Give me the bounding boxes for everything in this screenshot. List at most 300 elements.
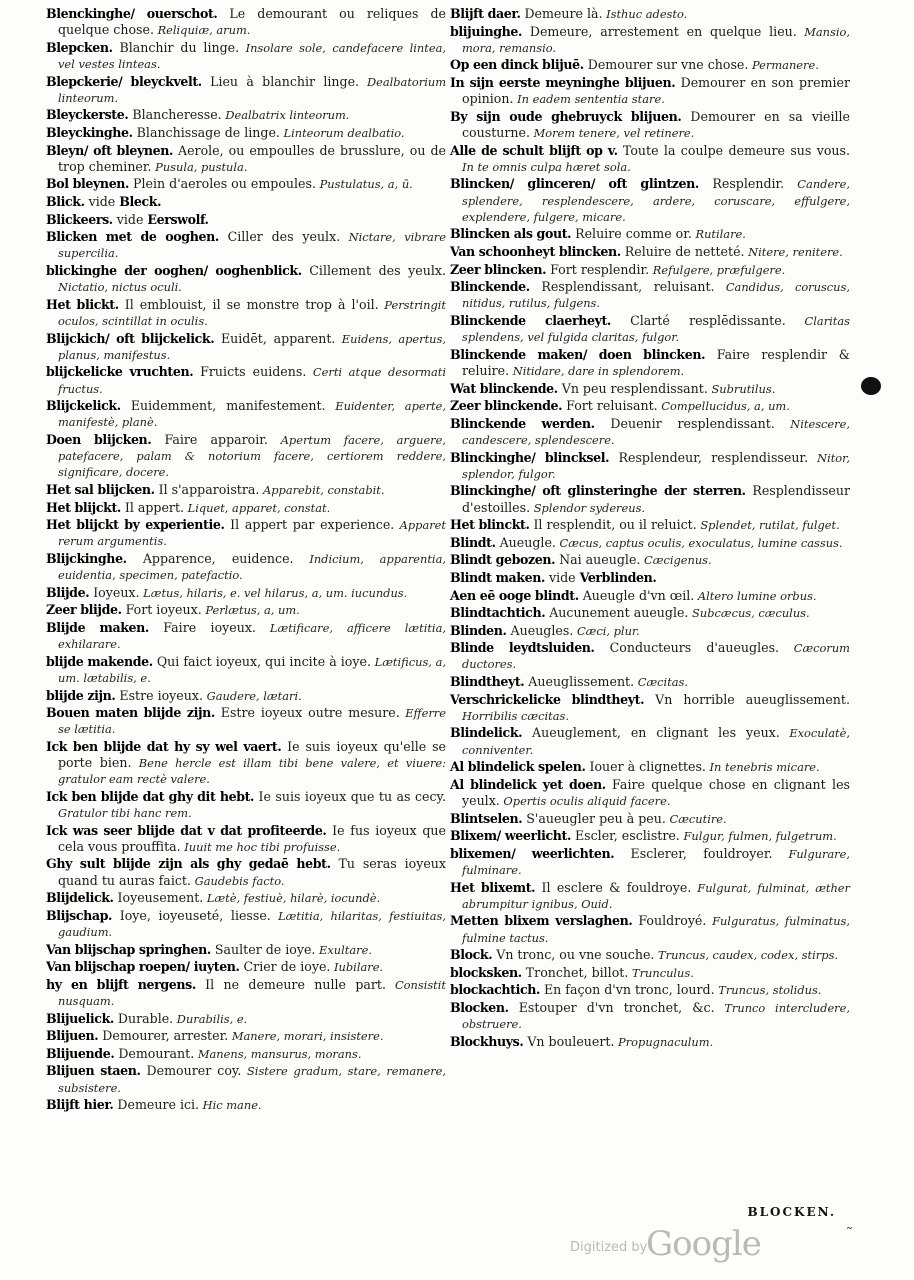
- entry-latin: Pusula, pustula.: [151, 159, 248, 174]
- entry-headword: Blindtheyt.: [450, 674, 525, 690]
- entry-french: Clarté resplēdissante.: [610, 312, 786, 328]
- entry-french: Cillement des yeulx.: [301, 262, 446, 278]
- entry-french: Il appert.: [120, 499, 185, 515]
- entry-latin: Euidens, apertus, planus, manifestus.: [58, 331, 446, 362]
- dictionary-entry: [46, 212, 446, 228]
- entry-latin: Cæci, plur.: [573, 623, 640, 638]
- entry-french: Blancheresse.: [128, 107, 222, 123]
- entry-headword: Blinckinghe/ blincksel.: [450, 449, 610, 465]
- dictionary-entry: [450, 483, 850, 515]
- dictionary-entry: [46, 908, 446, 940]
- entry-french: Esclerer, fouldroyer.: [614, 845, 773, 861]
- dictionary-entry: [46, 229, 446, 261]
- entry-latin: Perlætus, a, um.: [201, 603, 300, 618]
- entry-headword: Blinde leydtsluiden.: [450, 640, 595, 656]
- entry-latin: Linteorum dealbatio.: [279, 125, 405, 140]
- entry-latin: Euidenter, aperte, manifestè, planè.: [58, 399, 446, 430]
- entry-headword: Doen blijcken.: [46, 431, 152, 447]
- entry-french: Iouer à clignettes.: [585, 759, 706, 775]
- dictionary-entry: [450, 777, 850, 809]
- entry-headword: hy en blijft nergens.: [46, 976, 196, 992]
- entry-french: Tronchet, billot.: [521, 964, 629, 980]
- entry-headword: In sijn eerste meyninghe blijuen.: [450, 74, 676, 90]
- entry-headword: Het blixemt.: [450, 879, 536, 895]
- entry-latin: Sistere gradum, stare, remanere, subsistere.: [58, 1064, 447, 1095]
- entry-headword: Blick.: [46, 193, 85, 209]
- entry-french: Toute la coulpe demeure sus vous.: [617, 142, 850, 158]
- dictionary-entry: [450, 535, 850, 551]
- entry-headword: blijde makende.: [46, 653, 153, 669]
- entry-latin: Consistit nusquam.: [58, 977, 446, 1009]
- entry-headword: Van blijschap springhen.: [46, 941, 211, 957]
- dictionary-entry: [46, 942, 446, 958]
- dictionary-entry: [450, 725, 850, 757]
- dictionary-entry: [46, 482, 446, 498]
- entry-french: vide: [112, 211, 144, 227]
- entry-latin: Nictare, vibrare supercilia.: [58, 230, 446, 261]
- dictionary-entry: [46, 823, 446, 855]
- entry-headword: Verschrickelicke blindtheyt.: [450, 691, 645, 707]
- dictionary-entry: [450, 623, 850, 639]
- entry-headword: Blepckerie/ bleyckvelt.: [46, 73, 202, 89]
- entry-french: Il ne demeure nulle part.: [195, 976, 386, 992]
- margin-mark: ˜: [846, 1226, 853, 1242]
- watermark-by: Digitized by: [570, 1240, 648, 1255]
- entry-french: vide: [84, 193, 116, 209]
- dictionary-entry: [450, 552, 850, 568]
- entry-latin: Certi atque desormati fructus.: [58, 365, 446, 396]
- dictionary-entry: [450, 6, 850, 22]
- entry-french: Aueugle d'vn œil.: [578, 587, 695, 603]
- dictionary-entry: [450, 313, 850, 345]
- entry-headword: Blinden.: [450, 622, 507, 638]
- entry-latin: In tenebris micare.: [705, 760, 820, 775]
- dictionary-entry: [450, 176, 850, 225]
- entry-latin: Trunco intercludere, obstruere.: [462, 1001, 850, 1032]
- right-column: [450, 6, 850, 1051]
- dictionary-entry: [450, 880, 850, 912]
- dictionary-entry: [46, 1046, 446, 1062]
- entry-headword: Blijuen.: [46, 1028, 99, 1044]
- entry-headword: Blindtachtich.: [450, 605, 546, 621]
- entry-headword: Het blickt.: [46, 296, 119, 312]
- entry-crossref: Bleck.: [115, 193, 162, 209]
- entry-french: Tu seras ioyeux quand tu auras faict.: [58, 856, 446, 888]
- entry-headword: Het blijckt.: [46, 499, 121, 515]
- dictionary-entry: [46, 602, 446, 618]
- dictionary-entry: [450, 692, 850, 724]
- entry-latin: Fulgurat, fulminat, æther abrumpitur ignibus, Ouid.: [462, 880, 850, 911]
- dictionary-entry: [46, 1063, 446, 1095]
- entry-latin: Lætitia, hilaritas, festiuitas, gaudium.: [58, 908, 446, 940]
- entry-headword: Blijdelick.: [46, 890, 114, 906]
- entry-headword: Blinckende werden.: [450, 415, 595, 431]
- entry-latin: Altero lumine orbus.: [694, 588, 817, 603]
- dictionary-entry: [450, 640, 850, 672]
- entry-french: Blanchir du linge.: [112, 39, 240, 55]
- entry-headword: Blijft hier.: [46, 1097, 114, 1113]
- entry-headword: Blockhuys.: [450, 1033, 524, 1049]
- entry-latin: Lætus, hilaris, e. vel hilarus, a, um. iucundus.: [139, 585, 408, 600]
- entry-latin: Manere, morari, insistere.: [228, 1029, 384, 1044]
- entry-french: Ioyeux.: [89, 584, 140, 600]
- entry-headword: Blindt maken.: [450, 569, 545, 585]
- dictionary-entry: [450, 965, 850, 981]
- entry-latin: Candere, splendere, resplendescere, ardere, coruscare, effulgere, explendere, fulgere, micare.: [462, 177, 850, 224]
- entry-french: Ie suis ioyeux qu'elle se porte bien.: [58, 738, 446, 771]
- dictionary-entry: [46, 890, 446, 906]
- dictionary-entry: [46, 1097, 446, 1113]
- dictionary-entry: [450, 279, 850, 311]
- entry-latin: Opertis oculis aliquid facere.: [499, 794, 671, 809]
- entry-latin: Cæcus, captus oculis, exoculatus, lumine cassus.: [555, 535, 843, 550]
- entry-french: Plein d'aeroles ou empoules.: [129, 176, 316, 192]
- dictionary-entry: [46, 688, 446, 704]
- ink-blot: [861, 377, 881, 395]
- entry-latin: Trunculus.: [628, 965, 694, 980]
- entry-headword: Blijuen staen.: [46, 1063, 141, 1079]
- entry-french: vide: [544, 569, 576, 585]
- entry-crossref: Verblinden.: [575, 569, 657, 585]
- entry-headword: Zeer blinckende.: [450, 398, 563, 414]
- entry-headword: Van schoonheyt blincken.: [450, 243, 621, 259]
- entry-french: Demourer sur vne chose.: [583, 57, 749, 73]
- entry-headword: Blijschap.: [46, 907, 113, 923]
- dictionary-entry: [46, 517, 446, 549]
- entry-headword: Blijckinghe.: [46, 550, 127, 566]
- entry-latin: Claritas splendens, vel fulgida claritas, fulgor.: [462, 313, 850, 345]
- entry-headword: Bleyn/ oft bleynen.: [46, 142, 173, 158]
- entry-french: Aueuglissement.: [524, 674, 635, 690]
- dictionary-entry: [450, 947, 850, 963]
- entry-latin: Insolare sole, candefacere lintea, vel vestes linteas.: [58, 40, 447, 71]
- entry-french: Lieu à blanchir linge.: [201, 73, 360, 89]
- entry-latin: Nitor, splendor, fulgor.: [462, 450, 850, 481]
- entry-headword: blijde zijn.: [46, 687, 116, 703]
- entry-french: Aueuglement, en clignant les yeux.: [522, 725, 780, 741]
- entry-headword: Blixem/ weerlicht.: [450, 828, 571, 844]
- entry-latin: Nitescere, candescere, splendescere.: [462, 416, 850, 447]
- entry-french: Reluire de netteté.: [620, 243, 745, 259]
- entry-headword: Block.: [450, 947, 493, 963]
- entry-french: Il appert par experience.: [224, 517, 395, 533]
- entry-french: Demourer en sa vieille cousturne.: [462, 108, 850, 140]
- entry-french: Fruicts euidens.: [193, 364, 307, 380]
- entry-headword: Het blinckt.: [450, 517, 530, 533]
- entry-french: Demourer, arrester.: [98, 1028, 229, 1044]
- entry-latin: Lætè, festiuè, hilarè, iocundè.: [203, 891, 381, 906]
- entry-french: Aueugle.: [495, 534, 556, 550]
- dictionary-entry: [46, 500, 446, 516]
- entry-latin: Propugnaculum.: [614, 1034, 714, 1049]
- entry-latin: Exoculatè, conniventer.: [462, 726, 851, 757]
- dictionary-entry: [46, 398, 446, 430]
- dictionary-entry: [450, 143, 850, 175]
- entry-headword: Al blindelick spelen.: [450, 759, 586, 775]
- dictionary-entry: [46, 143, 446, 175]
- dictionary-entry: [450, 398, 850, 414]
- dictionary-entry: [450, 416, 850, 448]
- dictionary-entry: [46, 654, 446, 686]
- entry-headword: Ick ben blijde dat hy sy wel vaert.: [46, 738, 282, 754]
- dictionary-entry: [46, 176, 446, 192]
- dictionary-entry: [46, 739, 446, 788]
- entry-headword: Blinckende claerheyt.: [450, 312, 611, 328]
- entry-headword: Bol bleynen.: [46, 176, 130, 192]
- entry-latin: Fulgurare, fulminare.: [462, 846, 850, 878]
- entry-french: Le demourant ou reliques de quelque chose.: [58, 6, 446, 38]
- dictionary-entry: [46, 585, 446, 601]
- entry-headword: Blijde maken.: [46, 619, 149, 635]
- entry-latin: Nitere, renitere.: [744, 244, 843, 259]
- dictionary-entry: [450, 605, 850, 621]
- entry-latin: Truncus, stolidus.: [714, 983, 822, 998]
- dictionary-entry: [46, 977, 446, 1009]
- dictionary-entry: [46, 194, 446, 210]
- entry-headword: Ghy sult blijde zijn als ghy gedaē hebt.: [46, 856, 331, 872]
- entry-latin: Gratulor tibi hanc rem.: [58, 806, 192, 821]
- entry-latin: Apertum facere, arguere, patefacere, palam & notorium facere, certiorem reddere, significare, docere.: [58, 432, 446, 480]
- entry-latin: Indicium, apparentia, euidentia, specimen, patefactio.: [58, 551, 446, 583]
- dictionary-entry: [46, 432, 446, 481]
- entry-french: Fouldroyé.: [632, 913, 707, 929]
- entry-french: Aucunement aueugle.: [545, 605, 689, 621]
- entry-latin: Mansio, mora, remansio.: [462, 24, 850, 55]
- dictionary-entry: [46, 125, 446, 141]
- entry-headword: Alle de schult blijft op v.: [450, 142, 618, 158]
- entry-headword: Blindt.: [450, 534, 496, 550]
- entry-latin: Iuuit me hoc tibi profuisse.: [180, 839, 341, 854]
- entry-headword: Blicken met de ooghen.: [46, 229, 219, 245]
- entry-french: Resplendeur, resplendisseur.: [609, 449, 809, 465]
- entry-headword: Blijuende.: [46, 1045, 115, 1061]
- entry-latin: Dealbatrix linteorum.: [221, 108, 350, 123]
- entry-french: Apparence, euidence.: [126, 550, 294, 566]
- entry-latin: Dealbatorium linteorum.: [58, 74, 447, 105]
- entry-crossref: Eerswolf.: [143, 211, 209, 227]
- entry-french: Saulter de ioye.: [210, 941, 316, 957]
- dictionary-entry: [450, 244, 850, 260]
- entry-french: Nai aueugle.: [555, 552, 641, 568]
- dictionary-entry: [46, 856, 446, 888]
- entry-headword: Al blindelick yet doen.: [450, 776, 606, 792]
- entry-latin: Subrutilus.: [707, 381, 776, 396]
- entry-latin: Reliquiæ, arum.: [153, 23, 251, 38]
- dictionary-entry: [450, 517, 850, 533]
- entry-french: Conducteurs d'aueugles.: [594, 640, 780, 656]
- entry-latin: Cæcitas.: [634, 675, 689, 690]
- entry-headword: Blinckinghe/ oft glinsteringhe der sterren.: [450, 483, 746, 499]
- entry-french: Durable.: [113, 1010, 174, 1026]
- dictionary-entry: [46, 789, 446, 821]
- dictionary-entry: [46, 6, 446, 38]
- entry-latin: Truncus, caudex, codex, stirps.: [654, 948, 838, 963]
- entry-headword: Ick was seer blijde dat v dat profiteerde.: [46, 822, 327, 838]
- entry-headword: blijuinghe.: [450, 23, 522, 39]
- entry-headword: Blepcken.: [46, 39, 113, 55]
- entry-headword: Blijde.: [46, 584, 90, 600]
- dictionary-entry: [46, 74, 446, 106]
- dictionary-entry: [46, 959, 446, 975]
- entry-french: Vn horrible aueuglissement.: [644, 691, 850, 707]
- catchword: BLOCKEN.: [747, 1205, 836, 1219]
- entry-headword: Blijckelick.: [46, 398, 121, 414]
- entry-headword: Op een dinck blijuē.: [450, 57, 584, 73]
- entry-headword: Blindelick.: [450, 725, 523, 741]
- entry-headword: blijckelicke vruchten.: [46, 364, 194, 380]
- entry-latin: Fulgur, fulmen, fulgetrum.: [679, 829, 837, 844]
- dictionary-entry: [450, 828, 850, 844]
- entry-headword: Blinckende.: [450, 279, 530, 295]
- entry-headword: Van blijschap roepen/ iuyten.: [46, 959, 240, 975]
- dictionary-entry: [46, 705, 446, 737]
- dictionary-entry: [450, 24, 850, 56]
- dictionary-entry: [450, 75, 850, 107]
- entry-latin: Permanere.: [748, 58, 819, 73]
- entry-latin: Gaudebis facto.: [190, 873, 285, 888]
- entry-french: Demourer coy.: [140, 1063, 242, 1079]
- entry-latin: Nitidare, dare in splendorem.: [509, 363, 685, 378]
- entry-headword: Blickeers.: [46, 211, 113, 227]
- entry-headword: Zeer blijde.: [46, 602, 122, 618]
- dictionary-entry: [46, 297, 446, 329]
- entry-french: Aueugles.: [506, 622, 574, 638]
- entry-french: Crier de ioye.: [239, 959, 331, 975]
- dictionary-entry: [450, 109, 850, 141]
- entry-french: Estouper d'vn tronchet, &c.: [508, 1000, 715, 1016]
- dictionary-entry: [450, 982, 850, 998]
- dictionary-entry: [46, 364, 446, 396]
- entry-latin: Splendet, rutilat, fulget.: [696, 518, 840, 533]
- entry-french: Vn tronc, ou vne souche.: [492, 947, 655, 963]
- entry-latin: Liquet, apparet, constat.: [184, 500, 331, 515]
- entry-french: Demourant.: [114, 1045, 195, 1061]
- entry-latin: Cæcorum ductores.: [462, 641, 850, 672]
- entry-latin: Compellucidus, a, um.: [657, 399, 790, 414]
- entry-french: Vn bouleuert.: [523, 1033, 615, 1049]
- entry-french: Resplendissant, reluisant.: [529, 279, 715, 295]
- dictionary-entry: [450, 262, 850, 278]
- dictionary-entry: [46, 551, 446, 583]
- entry-french: Aerole, ou empoulles de brusslure, ou de trop cheminer.: [58, 142, 446, 174]
- entry-latin: Manens, mansurus, morans.: [194, 1046, 362, 1061]
- entry-headword: blocksken.: [450, 964, 522, 980]
- dictionary-entry: [450, 1034, 850, 1050]
- entry-french: Fort reluisant.: [562, 398, 658, 414]
- dictionary-entry: [46, 107, 446, 123]
- entry-latin: In eadem sententia stare.: [513, 92, 665, 107]
- entry-french: En façon d'vn tronc, lourd.: [539, 982, 715, 998]
- entry-french: Faire apparoir.: [151, 431, 268, 447]
- entry-latin: Refulgere, præfulgere.: [649, 262, 786, 277]
- entry-latin: Horribilis cæcitas.: [462, 708, 569, 723]
- dictionary-entry: [450, 759, 850, 775]
- entry-latin: Iubilare.: [330, 960, 384, 975]
- entry-headword: Bouen maten blijde zijn.: [46, 705, 215, 721]
- entry-french: Resplendisseur d'estoilles.: [462, 483, 850, 515]
- dictionary-entry: [450, 450, 850, 482]
- google-logo: Google: [646, 1224, 761, 1264]
- entry-latin: Cæcigenus.: [640, 553, 712, 568]
- entry-french: Il s'apparoistra.: [154, 481, 260, 497]
- entry-french: Il esclere & fouldroye.: [535, 879, 692, 895]
- entry-french: Fort ioyeux.: [121, 602, 202, 618]
- google-watermark: [570, 1222, 770, 1262]
- entry-french: Blanchissage de linge.: [132, 124, 280, 140]
- dictionary-entry: [450, 846, 850, 878]
- entry-french: Il emblouist, il se monstre trop à l'oil.: [118, 296, 379, 312]
- entry-headword: By sijn oude ghebruyck blijuen.: [450, 108, 682, 124]
- entry-headword: blockachtich.: [450, 982, 540, 998]
- entry-latin: Nictatio, nictus oculi.: [58, 280, 182, 295]
- entry-french: Ciller des yeulx.: [218, 229, 341, 245]
- entry-headword: Blijckich/ oft blijckelick.: [46, 330, 215, 346]
- entry-french: Resplendir.: [698, 176, 785, 192]
- dictionary-entry: [450, 913, 850, 945]
- dictionary-entry: [450, 57, 850, 73]
- entry-headword: Blinckende maken/ doen blincken.: [450, 346, 706, 362]
- entry-french: Faire quelque chose en clignant les yeulx.: [462, 776, 850, 809]
- entry-french: Reluire comme or.: [571, 226, 692, 242]
- dictionary-entry: [46, 620, 446, 652]
- entry-headword: Metten blixem verslaghen.: [450, 913, 633, 929]
- entry-latin: Exultare.: [315, 942, 372, 957]
- entry-headword: Zeer blincken.: [450, 261, 547, 277]
- entry-headword: Blincken/ glinceren/ oft glintzen.: [450, 176, 699, 192]
- entry-latin: Subcæcus, cæculus.: [688, 606, 810, 621]
- entry-latin: Rutilare.: [691, 227, 746, 242]
- entry-headword: Blindt gebozen.: [450, 552, 556, 568]
- entry-headword: blixemen/ weerlichten.: [450, 845, 615, 861]
- entry-french: Qui faict ioyeux, qui incite à ioye.: [152, 653, 371, 669]
- entry-latin: Fulguratus, fulminatus, fulmine tactus.: [462, 914, 851, 945]
- dictionary-entry: [46, 331, 446, 363]
- entry-headword: Bleyckinghe.: [46, 124, 133, 140]
- entry-latin: Efferre se lætitia.: [58, 706, 446, 737]
- entry-french: Deuenir resplendissant.: [594, 415, 775, 431]
- left-column: [46, 6, 446, 1115]
- entry-latin: Apparebit, constabit.: [259, 482, 385, 497]
- entry-latin: Perstringit oculos, scintillat in oculis.: [58, 297, 446, 328]
- dictionary-entry: [46, 263, 446, 295]
- entry-headword: Bleyckerste.: [46, 107, 129, 123]
- entry-headword: Aen eē ooge blindt.: [450, 587, 579, 603]
- dictionary-entry: [450, 570, 850, 586]
- entry-headword: Ick ben blijde dat ghy dit hebt.: [46, 788, 254, 804]
- entry-latin: Pustulatus, a, ū.: [315, 177, 413, 192]
- entry-french: Ioye, ioyeuseté, liesse.: [112, 907, 271, 923]
- entry-french: Estre ioyeux.: [115, 687, 203, 703]
- entry-headword: Het sal blijcken.: [46, 481, 155, 497]
- entry-french: Demeure, arrestement en quelque lieu.: [522, 23, 797, 39]
- entry-french: Il resplendit, ou il reluict.: [529, 517, 697, 533]
- entry-french: Ie suis ioyeux que tu as cecy.: [254, 788, 446, 804]
- entry-headword: Blincken als gout.: [450, 226, 572, 242]
- entry-latin: Morem tenere, vel retinere.: [529, 125, 695, 140]
- entry-latin: Cæcutire.: [665, 811, 727, 826]
- entry-headword: Blenckinghe/ ouerschot.: [46, 6, 218, 21]
- dictionary-entry: [450, 588, 850, 604]
- dictionary-entry: [450, 674, 850, 690]
- entry-headword: Blintselen.: [450, 810, 523, 826]
- entry-latin: Durabilis, e.: [173, 1011, 248, 1026]
- entry-latin: Splendor sydereus.: [530, 500, 646, 515]
- entry-french: Demeure là.: [520, 6, 603, 21]
- entry-latin: Lætificare, afficere lætitia, exhilarare.: [58, 620, 446, 652]
- entry-french: Demeure ici.: [113, 1097, 200, 1113]
- entry-latin: Isthuc adesto.: [602, 7, 688, 21]
- dictionary-entry: [450, 226, 850, 242]
